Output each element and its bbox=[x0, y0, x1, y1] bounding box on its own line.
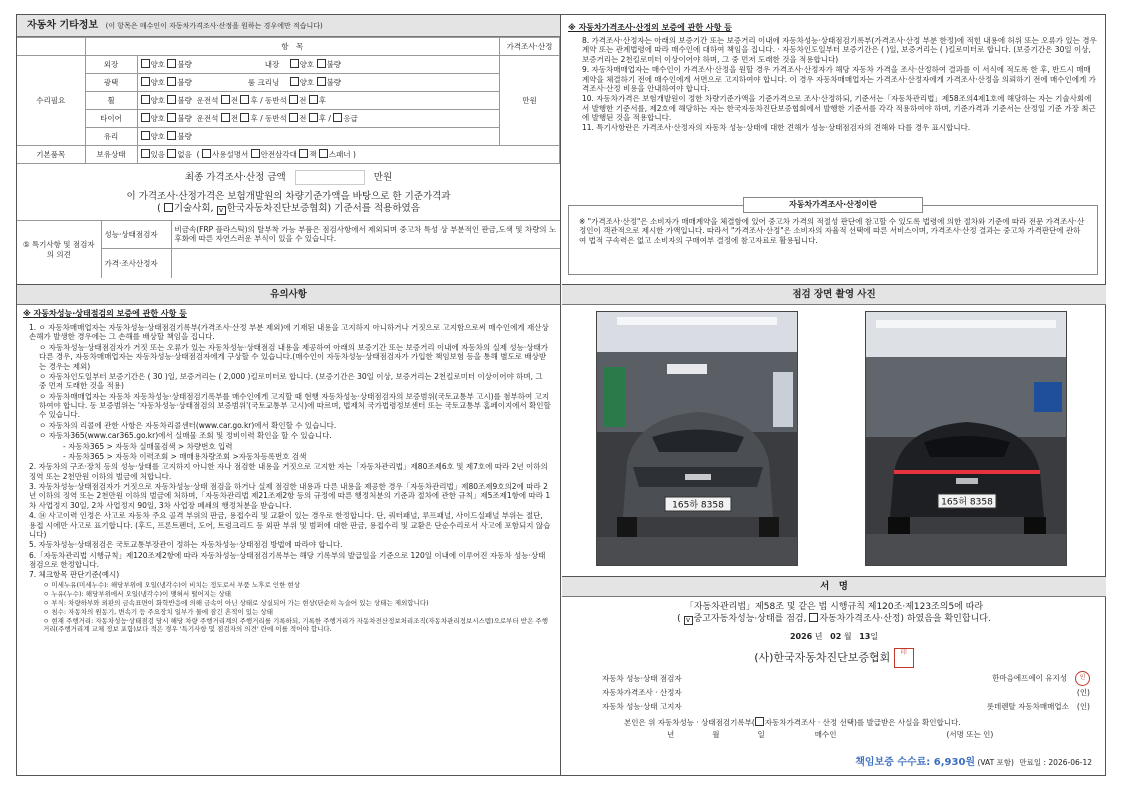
caution-subtitle: ※ 자동차성능·상태점검의 보증에 관한 사항 등 bbox=[23, 309, 187, 318]
fee-line: 책임보증 수수료: 6,930원 (VAT 포함) 만료일 : 2026-06-12 bbox=[855, 756, 1092, 768]
signature-org: (사)한국자동차진단보증협회 印 bbox=[562, 648, 1106, 668]
other-info-title-bar bbox=[17, 15, 560, 37]
tire-emergency-checkbox[interactable] bbox=[333, 113, 342, 122]
perf-inspector-text: 비금속(FRP 플라스틱)의 탈부착 가능 부품은 점검사항에서 제외되며 중고차 특성 상 부분적인 판금,도색 및 차량의 노후화에 따른 자연스러운 부식이 있을 수 있습니다. bbox=[171, 220, 560, 248]
caution-item: - 자동차365 > 자동차 이력조회 > 매매용차량조회 >자동차등록번호 검색 bbox=[63, 451, 307, 461]
org-seal-icon: 印 bbox=[894, 648, 914, 668]
caution-item: - 자동차365 > 자동차 실매물검색 > 차량번호 입력 bbox=[63, 441, 233, 451]
row-tire: 타이어 bbox=[85, 110, 137, 128]
guarantee-item: 9. 자동차매매업자는 매수인이 가격조사·산정을 원할 경우 가격조사·산정자가 해당 자동차 가격을 조사·산정하여 결과를 이 서식에 적도록 한 후, 반드시 매매계약을 체결하기 전에 매수인에게 서면으로 고지하여야 합니다. 이 경우 자동차매매업자는 가격조사·산정자에게 가격조사·산정을 의뢰하기 전에 매수인에게 가격조사·산정 비용을 안내하여야 합니다. bbox=[582, 65, 1096, 93]
interior-bad-checkbox[interactable] bbox=[317, 59, 326, 68]
criteria-item: ㅇ 침수: 자동차의 원동기, 변속기 등 주요장치 일부가 물에 잠긴 흔적이 있는 상태 bbox=[43, 608, 273, 617]
sign-price-checkbox[interactable] bbox=[809, 613, 818, 622]
basis-line-2: ( 기술사회, v 한국자동차진단보증협회) 기준서를 적용하였음 bbox=[17, 203, 560, 215]
guarantee-item: 10. 자동차가격은 보험개발원이 정한 차량기준가액을 기준가격으로 조사·산정하되, 기준서는「자동차관리법」제58조의4제1호에 해당하는 자는 기술사회에서 발행한 기준서를, 제2호에 해당하는 자는 한국자동차진단보증협회에서 발행한 기준서를 각각 적용하여야 하며, 기준가격과 기준서는 산정일 기준 가장 최근에 발행된 것을 적용합니다. bbox=[582, 94, 1096, 122]
right-column bbox=[562, 15, 1106, 775]
row-exterior: 외장 bbox=[85, 56, 137, 74]
other-info-table bbox=[17, 37, 560, 164]
front-photo bbox=[596, 311, 798, 566]
caution-item: 6.「자동차관리법 시행규칙」제120조제2항에 따라 자동차성능·상태점검기록부는 해당 기록부의 발급일을 기준으로 120일 이내에 이루어진 자동차 성능·상태점검으로 한정합니다. bbox=[29, 550, 546, 569]
interior-good-checkbox[interactable] bbox=[290, 59, 299, 68]
basic-label: 기본품목 bbox=[17, 146, 85, 164]
price-inspector-text bbox=[171, 248, 560, 278]
tire-driver-front-checkbox[interactable] bbox=[221, 113, 230, 122]
caution-item: 7. 체크항목 판단기준(예시) bbox=[29, 570, 120, 580]
buyer-sign-line: 년 월 일 매수인 (서명 또는 인) bbox=[667, 729, 994, 739]
guarantee-list bbox=[568, 36, 1098, 133]
price-inspector-label: 가격·조사산정자 bbox=[101, 248, 171, 278]
front-plate-text: 165하 8358 bbox=[672, 500, 724, 511]
possession-options: 있음 없음 ( 사용설명서 안전삼각대 잭 스패너 ) bbox=[137, 146, 560, 164]
inspector-seal-icon[interactable]: 인 bbox=[1075, 671, 1090, 686]
role-value: 롯데렌탈 자동차매매업소 (인) bbox=[986, 701, 1090, 711]
gloss-good-checkbox[interactable] bbox=[141, 77, 150, 86]
tire-driver-rear-checkbox[interactable] bbox=[240, 113, 249, 122]
wheel-options: 양호 불량 운전석 전 후 / 동반석 전 후 bbox=[137, 92, 500, 110]
caution-item: ㅇ 자동차의 리콜에 관한 사항은 자동차리콜센터(www.car.go.kr)에서 확인할 수 있습니다. bbox=[39, 420, 337, 430]
price-unit-manwon: 만원 bbox=[500, 56, 560, 146]
row-glass: 유리 bbox=[85, 128, 137, 146]
wheel-bad-checkbox[interactable] bbox=[167, 95, 176, 104]
confirm-price-checkbox[interactable] bbox=[755, 717, 764, 726]
signature-line-1: 「자동차관리법」제58조 및 같은 법 시행규칙 제120조·제123조의5에 따라 bbox=[684, 602, 984, 612]
other-info-section bbox=[17, 15, 560, 285]
price-definition-text: ※ "가격조사·산정"은 소비자가 매매계약을 체결함에 있어 중고차 가격의 적절성 판단에 참고할 수 있도록 법령에 의한 절차와 기준에 따라 전문 가격조사·산정인이 객관적으로 제시한 가액입니다. 따라서 "가격조사·산정"은 소비자의 자율적 선택에 따른 서비스이며, 가격조사·산정 결과는 중고차 가격판단에 관하여 법적 구속력은 없고 소비자의 구매여부 결정에 참고자료로 활용됩니다. bbox=[579, 217, 1085, 245]
row-wheel: 휠 bbox=[85, 92, 137, 110]
final-price-line: 최종 가격조사·산정 금액 만원 bbox=[184, 172, 393, 183]
price-definition-title: 자동차가격조사·산정이란 bbox=[743, 197, 923, 213]
tire-passenger-rear-checkbox[interactable] bbox=[309, 113, 318, 122]
col-price-header: 가격조사·산정 bbox=[500, 38, 560, 56]
sign-mark[interactable]: (인) bbox=[1076, 701, 1090, 711]
role-label: 자동차 성능·상태 점검자 bbox=[602, 673, 682, 683]
other-info-title: 자동차 기타정보 bbox=[27, 20, 99, 31]
rear-photo bbox=[865, 311, 1067, 566]
none-checkbox[interactable] bbox=[167, 149, 176, 158]
sign-perf-checkbox[interactable] bbox=[684, 616, 693, 625]
wheel-good-checkbox[interactable] bbox=[141, 95, 150, 104]
rear-plate-text: 165허 8358 bbox=[941, 497, 993, 508]
repair-label: 수리필요 bbox=[17, 56, 85, 146]
wheel-driver-front-checkbox[interactable] bbox=[221, 95, 230, 104]
caution-list bbox=[23, 323, 552, 580]
wheel-driver-rear-checkbox[interactable] bbox=[240, 95, 249, 104]
row-possession: 보유상태 bbox=[85, 146, 137, 164]
caution-item: ㅇ 자동차인도일부터 보증기간은 ( 30 )일, 보증거리는 ( 2,000 )킬로미터로 합니다. (보증기간은 30일 이상, 보증거리는 2천킬로미터 이상이어야 하며, 그 중 먼저 도래한 것을 적용) bbox=[39, 371, 543, 391]
signature-role-row bbox=[602, 672, 1090, 686]
signature-date: 2026 년 02 월 13일 bbox=[789, 631, 879, 641]
sign-mark[interactable]: (인) bbox=[1076, 687, 1090, 697]
special-label: ⑤ 특기사항 및 점검자의 의견 bbox=[17, 220, 101, 278]
signature-role-row bbox=[602, 686, 1090, 700]
row-interior: 내장 bbox=[264, 60, 280, 70]
caution-item: 5. 자동차성능·상태점검은 국토교통부장관이 정하는 자동차성능·상태점검 방법에 따라야 합니다. bbox=[29, 540, 343, 550]
signature-line-2: ( v중고자동차성능·상태를 점검, 자동차가격조사·산정) 하였음을 확인합니다. bbox=[562, 613, 1106, 625]
exterior-options: 양호 불량 내장 양호 불량 bbox=[137, 56, 500, 74]
front-car-image bbox=[597, 312, 798, 566]
rear-car-image bbox=[866, 312, 1067, 566]
guarantee-section bbox=[562, 15, 1106, 285]
expire-date: 만료일 : 2026-06-12 bbox=[1019, 757, 1092, 767]
buyer-sign-field[interactable]: (서명 또는 인) bbox=[946, 729, 994, 739]
signature-title: 서 명 bbox=[562, 577, 1106, 597]
exterior-bad-checkbox[interactable] bbox=[167, 59, 176, 68]
tire-passenger-front-checkbox[interactable] bbox=[289, 113, 298, 122]
signature-role-row bbox=[602, 700, 1090, 714]
glass-bad-checkbox[interactable] bbox=[167, 131, 176, 140]
col-item-header: 항 목 bbox=[85, 38, 500, 56]
caution-section bbox=[17, 285, 560, 634]
left-column bbox=[17, 15, 561, 775]
wheel-passenger-front-checkbox[interactable] bbox=[289, 95, 298, 104]
caution-item: 3. 자동차성능·상태점검자가 거짓으로 자동차성능·상태 점검을 하거나 실제 점검한 내용과 다른 내용을 제공한 경우「자동차관리법」제80조제9호의2에 따라 2년 이하의 징역 또는 2천만원 이하의 벌금에 처하며,「자동차관리법 제21조제2항 등의 규정에 따른 행정처분의 기준과 절차에 관한 규칙」제5조제1항에 따라 1차 사업정지 30일, 2차 사업정지 90일, 3차 사업장 폐쇄의 행정처분을 받습니다. bbox=[29, 482, 551, 510]
criteria-item: ㅇ 미세누유(미세누수): 해당부위에 오일(냉각수)이 비치는 정도로서 부품 노후로 인한 현상 bbox=[43, 580, 300, 589]
role-label: 자동차가격조사 · 산정자 bbox=[602, 687, 682, 697]
row-room-cleaning: 룸 크리닝 bbox=[247, 78, 280, 88]
spanner-checkbox[interactable] bbox=[319, 149, 328, 158]
special-notes-table bbox=[17, 220, 560, 279]
manual-checkbox[interactable] bbox=[202, 149, 211, 158]
basis-tech-checkbox[interactable] bbox=[164, 203, 173, 212]
guarantee-title: ※ 자동차가격조사·산정의 보증에 관한 사항 등 bbox=[568, 23, 732, 32]
basis-kadga-checkbox[interactable] bbox=[217, 206, 226, 215]
role-label: 자동차 성능·상태 고지자 bbox=[602, 701, 682, 711]
inspection-record-page bbox=[16, 14, 1106, 776]
caution-item: 2. 자동차의 구조·장치 등의 성능·상태를 고지하지 아니한 자나 점검한 내용을 거짓으로 고지한 자는「자동차관리법」제80조제6호 및 제7호에 따라 2년 이하의 징역 또는 2천만원 이하의 벌금에 처합니다. bbox=[29, 462, 548, 481]
criteria-item: ㅇ 현재 주행거리: 자동차성능·상태점검 당시 해당 차량 주행거리계의 주행거리를 기록하되, 기록한 주행거리가 자동차전산정보처리조직(자동차관리정보시스템)으로부터 받은 주행거리(주행거리계 교체 정보 포함)보다 적은 경우 '특기사항 및 점검자의 의견' 란에 이를 적어야 합니다. bbox=[43, 617, 548, 634]
caution-item: ㅇ 자동차성능·상태점검자가 거짓 또는 오류가 있는 자동차성능·상태점검 내용을 제공하여 아래의 보증기간 또는 보증거리 이내에 자동차의 실제 성능·상태가 다른 경우, 자동차매매업자는 자동차성능·상태점검자에게 구상할 수 있습니다.(매수인이 자동차성능·상태점검자가 가입한 책임보험 등을 통해 별도로 배상받는 경우는 제외) bbox=[39, 342, 548, 371]
guarantee-item: 8. 가격조사·산정자는 아래의 보증기간 또는 보증거리 이내에 자동차성능·상태점검기록부(가격조사·산정 부분 한정)에 적힌 내용에 허위 또는 오류가 있는 경우 계약 또는 관계법령에 따라 매수인에 대하여 책임을 집니다. · 자동차인도일부터 보증기간은 ( )일, 보증거리는 ( )킬로미터로 합니다. (보증기간은 30일 이상, 보증거리는 2천킬로미터 이상이어야 하며, 그 중 먼저 도래한 것을 적용합니다) bbox=[582, 36, 1097, 64]
gloss-bad-checkbox[interactable] bbox=[167, 77, 176, 86]
guarantee-item: 11. 특기사항란은 가격조사·산정자의 자동차 성능·상태에 대한 견해가 성능·상태점검자의 견해와 다를 경우 표시합니다. bbox=[582, 123, 971, 133]
wheel-passenger-rear-checkbox[interactable] bbox=[309, 95, 318, 104]
photo-section bbox=[562, 285, 1106, 577]
criteria-item: ㅇ 부식: 차량하부와 외판의 금속표면이 화학반응에 의해 금속이 아닌 상태로 상실되어 가는 현상(단순히 녹슬어 있는 상태는 제외합니다) bbox=[43, 599, 429, 607]
caution-item: ㅇ 자동차매매업자는 자동차 자동차성능·상태점검기록부를 매수인에게 고지할 때 현행 자동차성능·상태점검자의 보증범위(국토교통부 고시)를 첨부하여 고지하여야 합니다. 동 보증범위는 '자동차성능·상태점검의 보증범위'(국토교통부 고시)에 따르며, 법제처 국가법령정보센터 또는 국토교통부 홈페이지에서 확인할 수 있습니다. bbox=[39, 391, 551, 420]
jack-checkbox[interactable] bbox=[299, 149, 308, 158]
caution-body bbox=[17, 305, 560, 634]
gloss-options: 양호 불량 룸 크리닝 양호 불량 bbox=[137, 74, 500, 92]
price-definition-box bbox=[568, 200, 1098, 275]
room-bad-checkbox[interactable] bbox=[317, 77, 326, 86]
signature-roles bbox=[562, 668, 1106, 714]
caution-item: 4. ⑭ 사고이력 인정은 사고로 자동차 주요 골격 부위의 판금, 용접수리 및 교환이 있는 경우로 한정합니다. 단, 쿼터패널, 루프패널, 사이드실패널 부위는 절단, 용접 시에만 사고로 표기합니다. (후드, 프론트펜더, 도어, 트렁크리드 등 외판 부위 및 범퍼에 대한 판금, 용접수리 및 교환은 단순수리로서 사고에 포함되지 않습니다) bbox=[29, 511, 551, 539]
glass-options: 양호 불량 bbox=[137, 128, 500, 146]
fee-label: 책임보증 수수료: 6,930원 bbox=[855, 756, 976, 768]
row-gloss: 광택 bbox=[85, 74, 137, 92]
perf-inspector-label: 성능·상태점검자 bbox=[101, 220, 171, 248]
caution-item: 1. ㅇ 자동차매매업자는 자동차성능·상태점검기록부(가격조사·산정 부분 제외)에 기재된 내용을 고지하지 아니하거나 거짓으로 고지함으로써 매수인에게 재산상 손해가 발생한 경우에는 그 손해를 배상할 책임을 집니다. bbox=[29, 323, 549, 342]
glass-good-checkbox[interactable] bbox=[141, 131, 150, 140]
triangle-checkbox[interactable] bbox=[251, 149, 260, 158]
basis-line-1: 이 가격조사·산정가격은 보험개발원의 차량기준가액을 바탕으로 한 기준가격과 bbox=[126, 191, 451, 202]
caution-title: 유의사항 bbox=[17, 285, 560, 305]
tire-bad-checkbox[interactable] bbox=[167, 113, 176, 122]
exterior-good-checkbox[interactable] bbox=[141, 59, 150, 68]
criteria-item: ㅇ 누유(누수): 해당부위에서 오일(냉각수)이 맺혀서 떨어지는 상태 bbox=[43, 589, 231, 598]
criteria-list bbox=[23, 581, 552, 634]
tire-options: 양호 불량 운전석 전 후 / 동반석 전 후 / 응급 bbox=[137, 110, 500, 128]
signature-section bbox=[562, 577, 1106, 773]
final-price-input[interactable] bbox=[295, 170, 365, 185]
photo-title: 점검 장면 촬영 사진 bbox=[562, 285, 1106, 305]
role-value bbox=[1069, 688, 1090, 697]
have-checkbox[interactable] bbox=[141, 149, 150, 158]
tire-good-checkbox[interactable] bbox=[141, 113, 150, 122]
caution-item: ㅇ 자동차365(www.car365.go.kr)에서 실매물 조회 및 정비이력 확인을 할 수 있습니다. bbox=[39, 431, 332, 441]
room-good-checkbox[interactable] bbox=[290, 77, 299, 86]
final-price-label: 최종 가격조사·산정 금액 bbox=[184, 172, 286, 183]
role-value: 한마음에프에이 유지성 인 bbox=[992, 671, 1090, 686]
signature-confirm: 본인은 위 자동차성능 · 상태점검기록부( 자동차가격조사 · 산정 선택)를 발급받은 사실을 확인합니다. bbox=[624, 717, 961, 727]
other-info-note: (이 항목은 매수인이 자동차가격조사·산정을 원하는 경우에만 적습니다) bbox=[105, 22, 323, 30]
